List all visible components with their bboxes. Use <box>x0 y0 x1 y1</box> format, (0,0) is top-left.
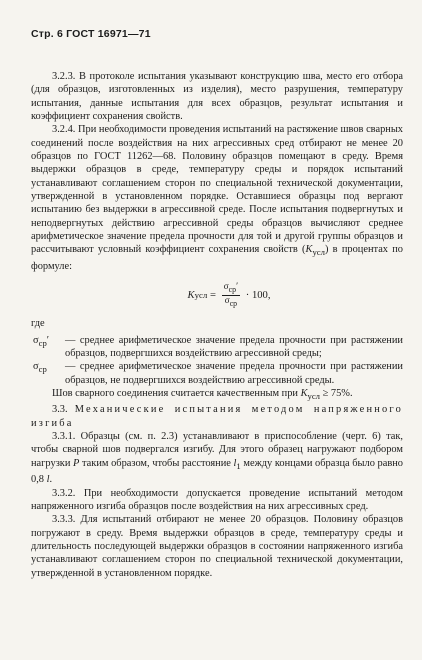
paragraph-3-2-4-text: 3.2.4. При необходимости проведения испытаний на растяжение швов сварных соединений после воздействия на них агрессивных сред отбирают не менее 20 образцов по ГОСТ 11262—68. Половину образцов помещают в среду. Время выдержки образцов в среде, температуру среды и порядок испытаний устанавливают соглашением сторон по специальной технической документации, утвержденной в установленном порядке. Оставшиеся образцы под вергают испытанию без выдержки в агрессивной среде. После испытания подвергнутых и неподвергнутых действию агрессивной среды образцов вычисляют среднее арифметическое значение предела прочности для той и другой группы образцов и рассчитывают условный коэффициент сохранения свойств ( <box>31 124 403 256</box>
definition-prime: ′ <box>46 334 50 346</box>
definition-sigma: σ <box>33 361 39 373</box>
paragraph-3-2-4 <box>31 123 403 273</box>
definition-text: — среднее арифметическое значение предела прочности при растяжении образцов, не подвергшихся воздействию агрессивной среды. <box>65 361 403 386</box>
formula <box>31 273 403 317</box>
definition-item <box>31 334 403 361</box>
formula-denominator <box>223 296 239 309</box>
where-label: где <box>31 318 45 330</box>
p331-text-b: таким образом, чтобы расстояние <box>79 457 234 469</box>
coefficient-subscript: усл <box>312 247 325 258</box>
formula-lhs-subscript: усл <box>194 289 208 300</box>
definition-item <box>31 360 403 387</box>
formula-lhs: K <box>187 289 195 301</box>
p331-text-c: между концами образца было равно 0,8 <box>31 457 403 486</box>
section-title: Механические испытания методом напряженного изгиба <box>31 404 403 429</box>
numerator-subscript: ср <box>228 284 237 294</box>
formula-tail: · 100, <box>243 289 271 301</box>
quality-threshold: ≥ 75%. <box>320 387 353 399</box>
denominator-subscript: ср <box>229 298 238 308</box>
paragraph-quality <box>31 387 403 403</box>
definition-symbol <box>31 360 65 387</box>
numerator-prime: ′ <box>236 281 239 292</box>
section-heading-3-3 <box>31 403 403 430</box>
paragraph-3-3-3: 3.3.3. Для испытаний отбирают не менее 20 образцов. Половину образцов погружают в среду. Время выдержки образцов в среде, температуру среды и длительность последующей выдержки образцов в состоянии напряженного изгиба устанавливают соглашением сторон по специальной технической документации, утвержденной в установленном порядке. <box>31 514 403 579</box>
formula-equals: = <box>207 289 219 301</box>
paragraph-3-3-1 <box>31 430 403 486</box>
definition-text: — среднее арифметическое значение предела прочности при растяжении образцов, подвергшихся воздействию агрессивной среды; <box>65 334 403 359</box>
formula-fraction <box>222 282 241 309</box>
distance-subscript: 1 <box>236 460 241 471</box>
definition-subscript: ср <box>38 337 47 348</box>
p331-text-a: 3.3.1. Образцы (см. п. 2.3) устанавливают в приспособление (черт. 6) так, чтобы сварной шов подвергался изгибу. Для этого образец нагружают подбором нагрузки <box>31 431 403 469</box>
paragraph-3-3-2: 3.3.2. При необходимости допускается проведение испытаний методом напряженного изгиба образцов после воздействия на них агрессивных сред. <box>31 487 403 512</box>
page-header: Стр. 6 ГОСТ 16971—71 <box>31 28 151 40</box>
document-body <box>31 70 403 580</box>
definition-subscript: ср <box>38 364 47 375</box>
paragraph-3-2-4-end: ) в процентах по формуле: <box>31 244 404 272</box>
denominator-sigma: σ <box>224 295 230 306</box>
definitions-list <box>31 334 403 387</box>
formula-numerator <box>222 282 241 296</box>
length-symbol: l <box>46 474 50 486</box>
quality-subscript: усл <box>307 391 321 402</box>
quality-text: Шов сварного соединения считается качественным при <box>52 387 301 399</box>
definition-symbol <box>31 334 65 361</box>
coefficient-symbol: K <box>305 244 313 256</box>
load-symbol: P <box>73 457 80 469</box>
p331-text-d: . <box>49 474 53 486</box>
definition-sigma: σ <box>33 334 39 346</box>
distance-symbol: l <box>233 457 237 469</box>
quality-symbol: K <box>300 387 308 399</box>
numerator-sigma: σ <box>223 281 229 292</box>
section-number: 3.3. <box>52 404 75 416</box>
paragraph-3-2-3: 3.2.3. В протоколе испытания указывают конструкцию шва, место его отбора (для образцов, изготовленных из изделия), место разрушения, температуру испытания, данные испытания для всех образцов, результат испытания и коэффициент сохранения свойств. <box>31 71 403 123</box>
